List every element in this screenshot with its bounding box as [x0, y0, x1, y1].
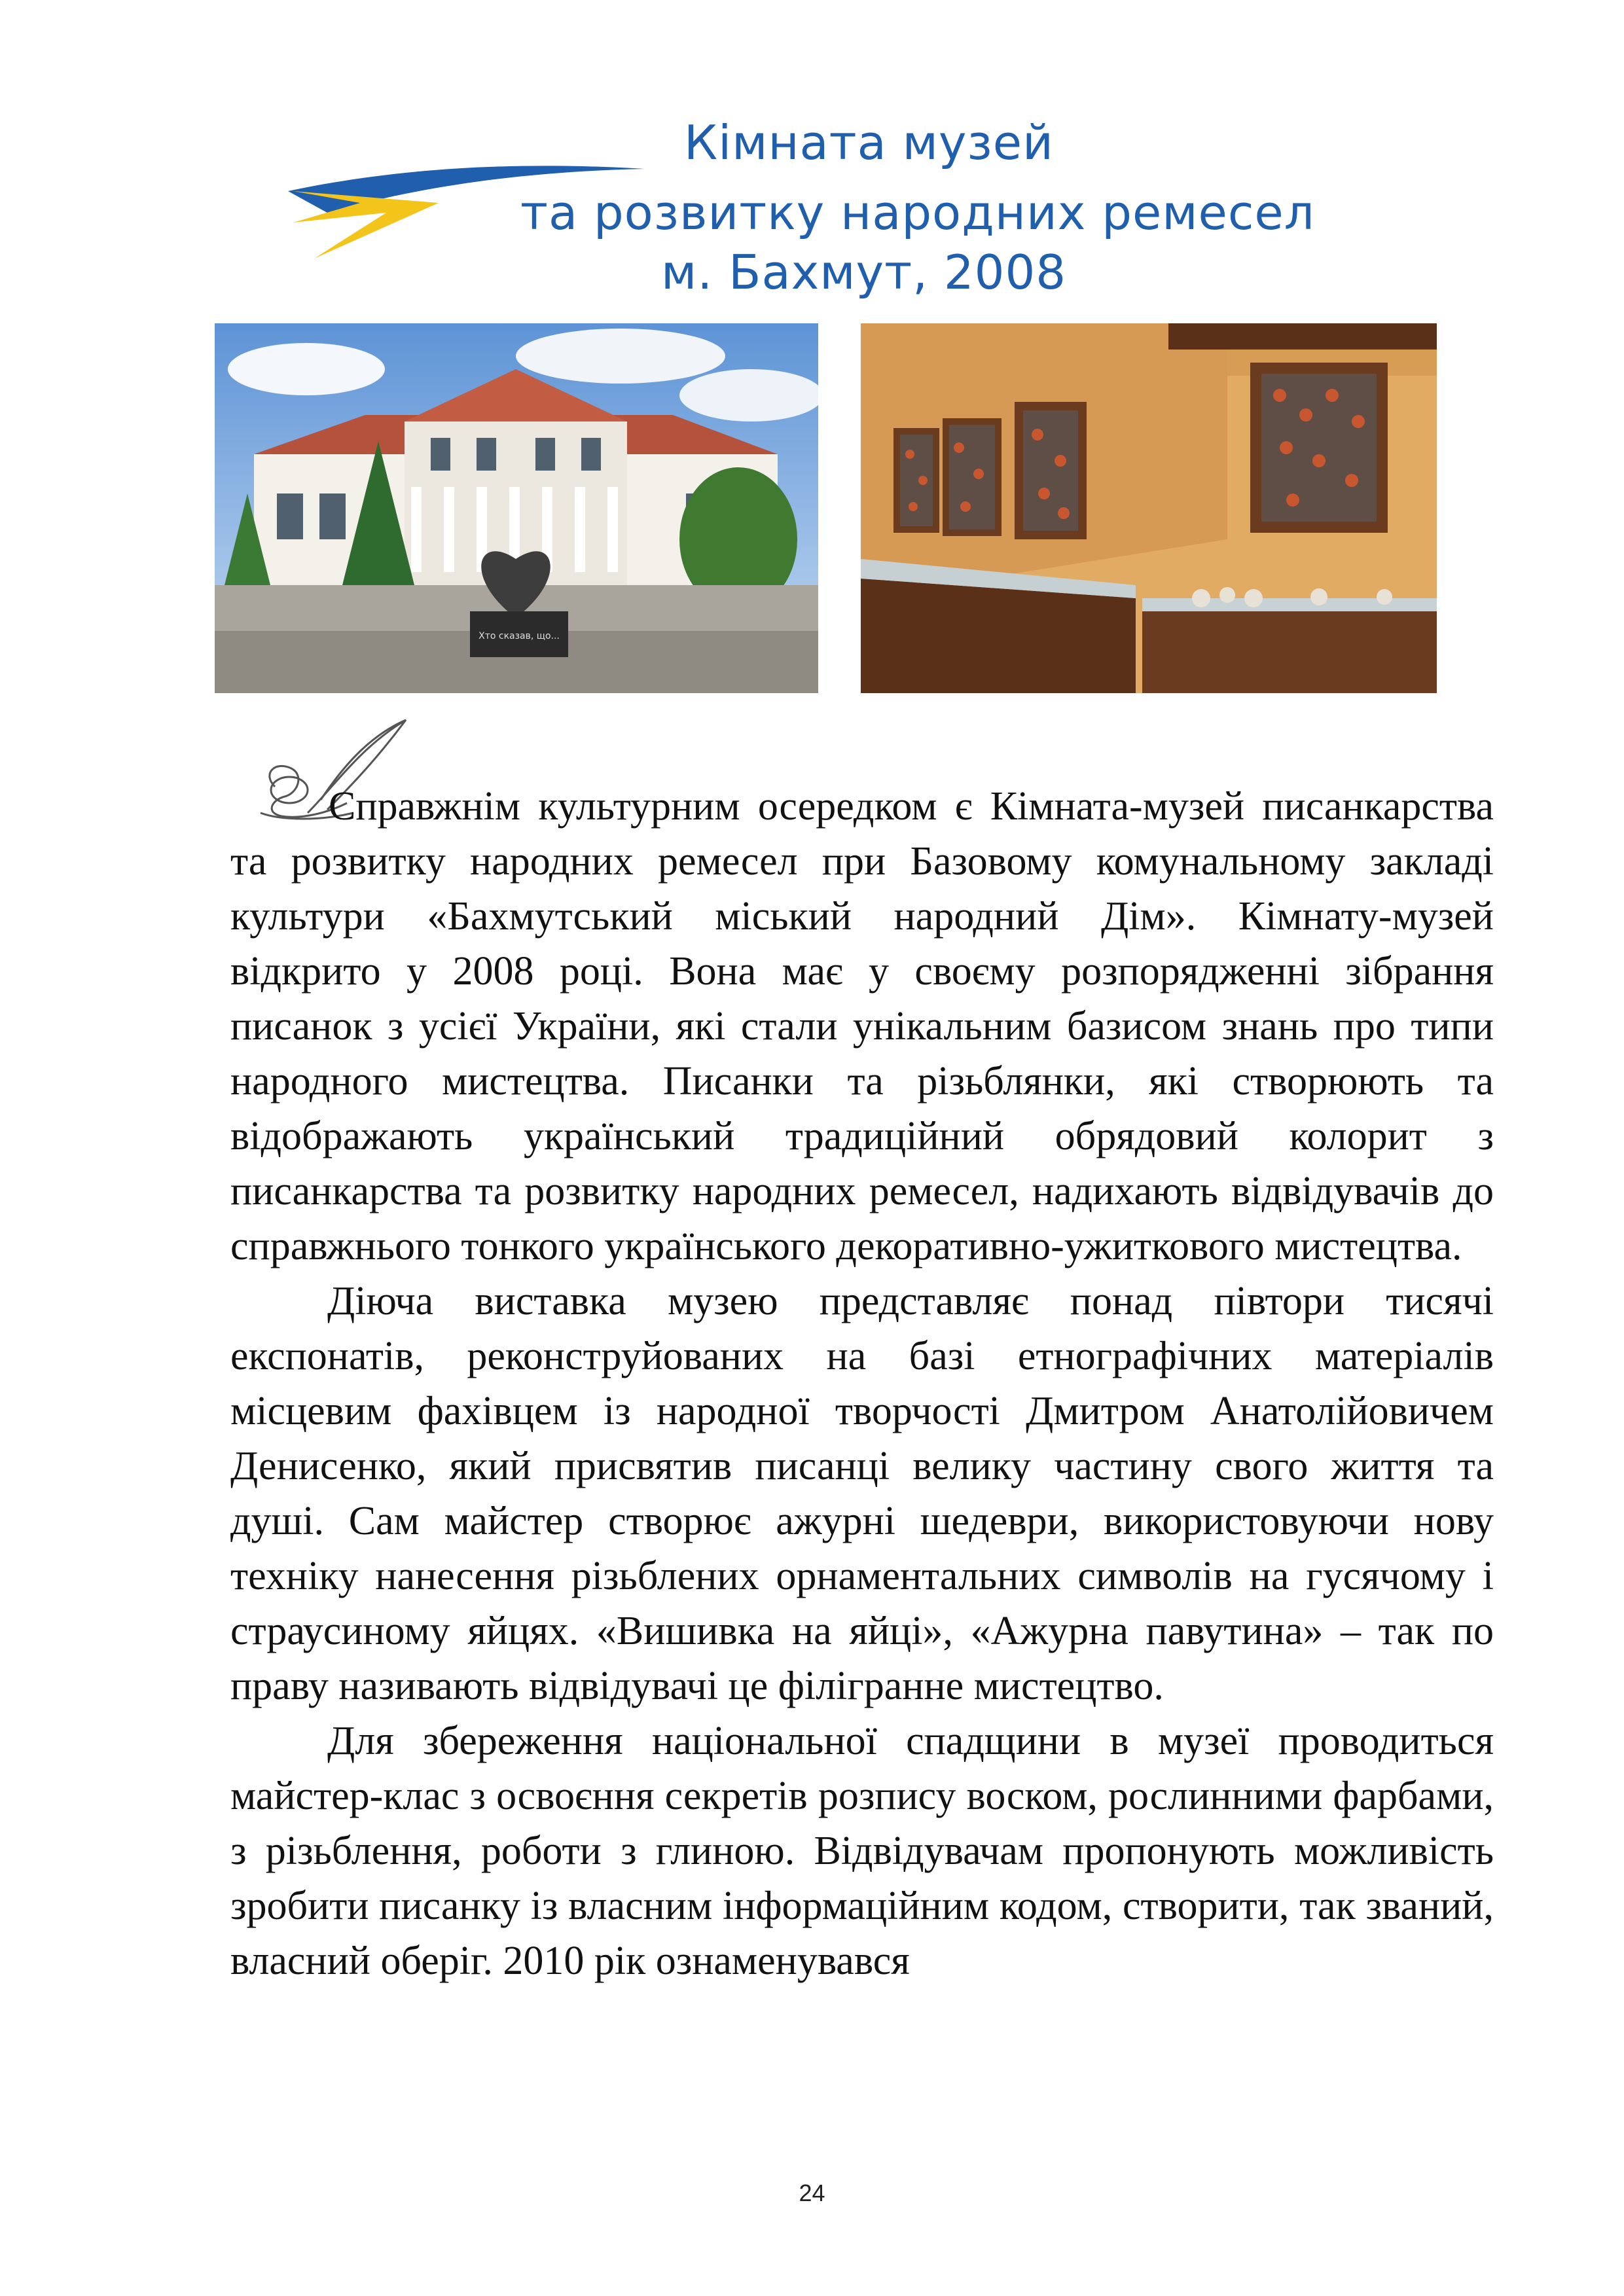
- photo-plaque-text: Хто сказав, що...: [478, 631, 560, 641]
- header-title-line-1: Кімната музей: [684, 115, 1054, 170]
- body-text: [230, 779, 1494, 1988]
- photo-building: [215, 323, 818, 693]
- paragraph-2: Діюча виставка музею представляє понад півтори тисячі експонатів, реконструйованих на базі етнографічних матеріалів місцевим фахівцем із народної творчості Дмитром Анатолійовичем Денисенко, який присвятив писанці велику частину свого життя та душі. Сам майстер створює ажурні шедеври, використовуючи нову техніку нанесення різьблених орнаментальних символів на гусячому і страусиному яйцях. «Вишивка на яйці», «Ажурна павутина» – так по праву називають відвідувачі це філігранне мистецтво.: [230, 1279, 1494, 1708]
- header-title-line-3: м. Бахмут, 2008: [661, 245, 1067, 300]
- header-title-line-2: та розвитку народних ремесел: [520, 185, 1315, 240]
- photo-museum-room: [861, 323, 1437, 693]
- page-header: [0, 0, 1624, 314]
- paragraph-1: Справжнім культурним осередком є Кімната-музей писанкарства та розвитку народних ремесел при Базовому комунальному закладі культури «Бахмутський міський народний Дім». Кімнату-музей відкрито у 2008 році. Вона має у своєму розпорядженні зібрання писанок з усієї України, які стали унікальним базисом знань про типи народного мистецтва. Писанки та різьблянки, які створюють та відображають український традиційний обрядовий колорит з писанкарства та розвитку народних ремесел, надихають відвідувачів до справжнього тонкого українського декоративно-ужиткового мистецтва.: [230, 784, 1494, 1268]
- paragraph-3: Для збереження національної спадщини в музеї проводиться майстер-клас з освоєння секретів розпису воском, рослинними фарбами, з різьблення, роботи з глиною. Відвідувачам пропонують можливість зробити писанку із власним інформаційним кодом, створити, так званий, власний оберіг. 2010 рік ознаменувався: [230, 1719, 1494, 1983]
- page-number: 24: [799, 2179, 825, 2206]
